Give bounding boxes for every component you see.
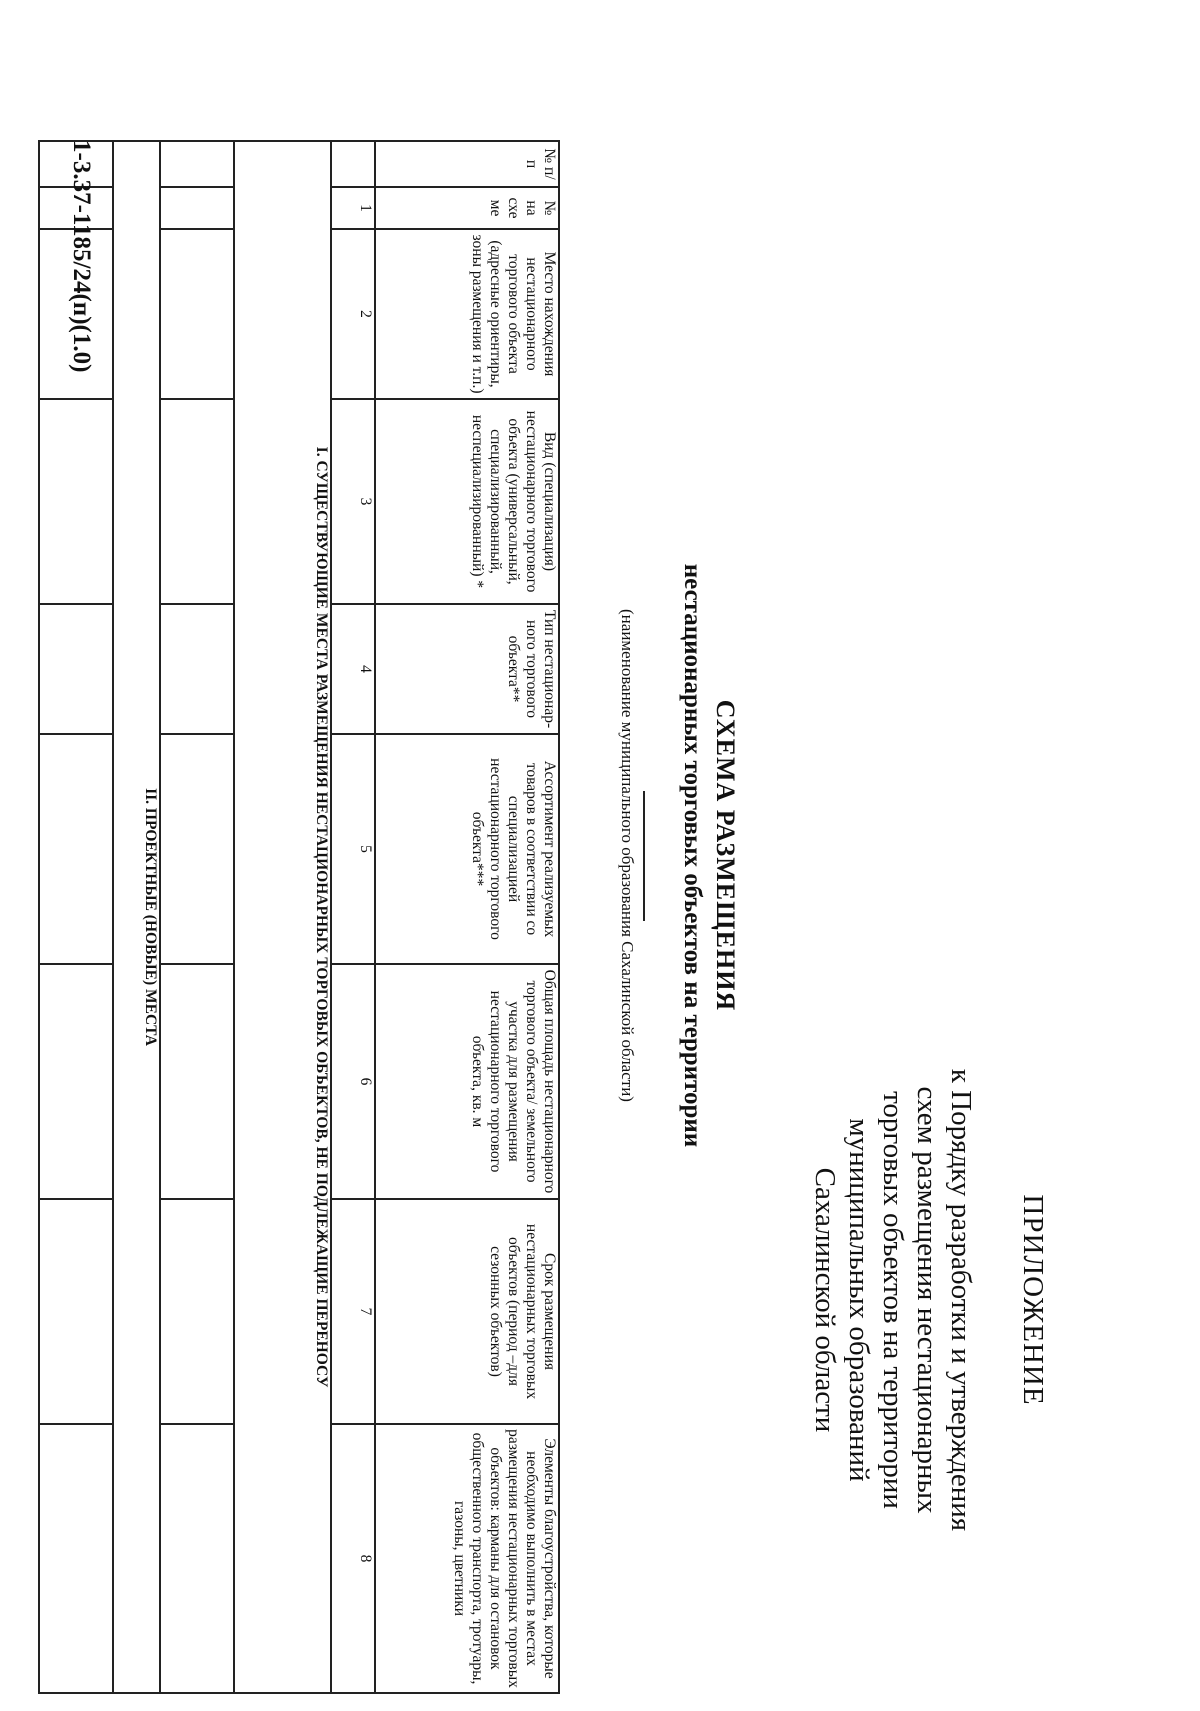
appendix-line: Сахалинской области <box>809 1167 841 1433</box>
header-cell: Элементы благоустройства, которые необходимо выполнить в местах размещения нестационарных торговых объектов: карманы для остановок общественного транспорта, тротуары, газоны, цветники <box>375 1424 559 1693</box>
column-number-cell <box>331 141 375 187</box>
column-number-row <box>331 141 375 1693</box>
section-1-blank-row <box>160 141 234 1693</box>
table-header-row <box>375 141 559 1693</box>
blank-cell <box>39 1424 113 1693</box>
header-cell: № п/п <box>375 141 559 187</box>
blank-cell <box>160 1199 234 1424</box>
column-number-cell: 5 <box>331 734 375 964</box>
appendix-header: ПРИЛОЖЕНИЕ <box>1017 1194 1049 1406</box>
document-title <box>678 0 740 1711</box>
blank-cell <box>160 229 234 399</box>
schema-table <box>38 140 560 1694</box>
blank-cell <box>39 604 113 734</box>
blank-cell <box>160 604 234 734</box>
section-1-title: I. СУЩЕСТВУЮЩИЕ МЕСТА РАЗМЕЩЕНИЯ НЕСТАЦИОНАРНЫХ ТОРГОВЫХ ОБЪЕКТОВ, НЕ ПОДЛЕЖАЩИЕ ПЕРЕНОСУ <box>234 141 331 1693</box>
municipality-field <box>617 0 645 1711</box>
appendix-line: к Порядку разработки и утверждения <box>945 1068 977 1532</box>
header-cell: Тип нестационар-ного торгового объекта** <box>375 604 559 734</box>
column-number-cell: 6 <box>331 964 375 1199</box>
header-cell: Вид (специализация) нестационарного торгового объекта (универсальный, специализированный, неспециализированный) * <box>375 399 559 604</box>
title-line-2: нестационарных торговых объектов на территории <box>679 563 706 1148</box>
column-number-cell: 1 <box>331 187 375 229</box>
blank-cell <box>39 734 113 964</box>
blank-cell <box>160 399 234 604</box>
column-number-cell: 7 <box>331 1199 375 1424</box>
blank-cell <box>160 187 234 229</box>
municipality-caption: (наименование муниципального образования Сахалинской области) <box>618 609 637 1102</box>
title-line-1: СХЕМА РАЗМЕЩЕНИЯ <box>711 699 740 1012</box>
column-number-cell: 2 <box>331 229 375 399</box>
appendix-line: муниципальных образований <box>843 1118 875 1482</box>
header-cell: № на схе ме <box>375 187 559 229</box>
blank-cell <box>160 1424 234 1693</box>
column-number-cell: 4 <box>331 604 375 734</box>
appendix-line: схем размещения нестационарных <box>911 1086 943 1514</box>
blank-cell <box>39 964 113 1199</box>
header-cell: Ассортимент реализуемых товаров в соответствии со специализацией нестационарного торгового объекта*** <box>375 734 559 964</box>
blank-cell <box>160 734 234 964</box>
header-cell: Общая площадь нестационарного торгового объекта/ земельного участка для размещения нестационарного торгового объекта, кв. м <box>375 964 559 1199</box>
header-cell: Место нахождения нестационарного торгового объекта (адресные ориентиры, зоны размещения и т.п.) <box>375 229 559 399</box>
document-code: 1-3.37-1185/24(п)(1.0) <box>68 140 95 373</box>
blank-cell <box>39 1199 113 1424</box>
section-2-title: II. ПРОЕКТНЫЕ (НОВЫЕ) МЕСТА <box>113 141 160 1693</box>
section-1-row <box>234 141 331 1693</box>
blank-cell <box>39 399 113 604</box>
municipality-underline <box>643 791 645 921</box>
appendix-line: торговых объектов на территории <box>877 1091 909 1509</box>
header-cell: Срок размещения нестационарных торговых объектов (период –для сезонных объектов) <box>375 1199 559 1424</box>
section-2-row <box>113 141 160 1693</box>
section-2-blank-row <box>39 141 113 1693</box>
blank-cell <box>160 141 234 187</box>
appendix-block <box>808 1020 1050 1580</box>
column-number-cell: 3 <box>331 399 375 604</box>
blank-cell <box>160 964 234 1199</box>
column-number-cell: 8 <box>331 1424 375 1693</box>
